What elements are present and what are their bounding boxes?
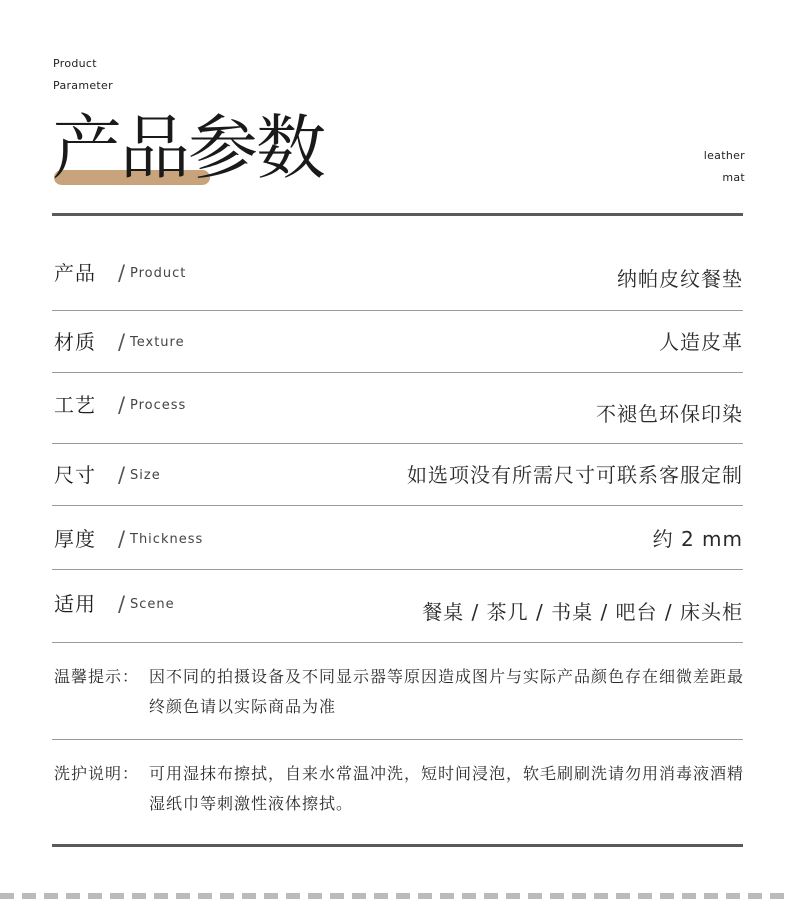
slash-separator: / [118,592,126,616]
care-note [52,759,747,819]
cropped-next-section-edge [0,893,790,899]
english-title-line-1: Product [53,57,97,70]
param-value: 如选项没有所需尺寸可联系客服定制 [407,463,743,487]
row-divider [52,310,743,311]
row-divider [52,739,743,740]
row-divider [52,642,743,643]
tip-label: 温馨提示： [54,667,140,686]
param-label-en: Process [130,398,187,413]
param-label-en: Texture [130,335,185,350]
care-body: 可用湿抹布擦拭，自来水常温冲洗，短时间浸泡，软毛刷刷洗请勿用消毒液酒精湿纸巾等刺激性液体擦拭。 [149,764,745,813]
page-title: 产品参数 [52,107,324,189]
param-label-zh: 厚度 [54,527,96,551]
slash-separator: / [118,393,126,417]
param-label-zh: 尺寸 [54,463,96,487]
param-label-zh: 适用 [54,592,96,616]
param-label-en: Size [130,468,161,483]
bottom-divider [52,844,743,847]
tip-note [52,662,747,722]
slash-separator: / [118,261,126,285]
param-value: 纳帕皮纹餐垫 [617,267,743,291]
slash-separator: / [118,330,126,354]
param-label-zh: 产品 [54,261,96,285]
param-row-size [52,460,743,500]
param-value: 人造皮革 [659,330,743,354]
param-label-zh: 工艺 [54,393,96,417]
param-label-zh: 材质 [54,330,96,354]
care-label: 洗护说明： [54,764,140,783]
tip-body: 因不同的拍摄设备及不同显示器等原因造成图片与实际产品颜色存在细微差距最终颜色请以实际商品为准 [149,667,745,716]
english-title-line-2: Parameter [53,79,113,92]
param-row-product [52,258,743,298]
side-label-line-1: leather [703,149,745,162]
slash-separator: / [118,527,126,551]
param-value: 不褪色环保印染 [596,402,743,426]
param-label-en: Thickness [130,532,204,547]
param-label-en: Product [130,266,187,281]
row-divider [52,569,743,570]
param-value: 约 2 mm [652,527,743,551]
row-divider [52,505,743,506]
side-label-line-2: mat [722,171,745,184]
param-row-thickness [52,524,743,564]
row-divider [52,443,743,444]
row-divider [52,372,743,373]
param-label-en: Scene [130,597,175,612]
param-row-texture [52,327,743,367]
param-row-scene [52,589,743,629]
param-row-process [52,390,743,430]
param-value: 餐桌 / 茶几 / 书桌 / 吧台 / 床头柜 [422,600,743,624]
top-divider [52,213,743,216]
page-title-block [52,108,352,190]
slash-separator: / [118,463,126,487]
